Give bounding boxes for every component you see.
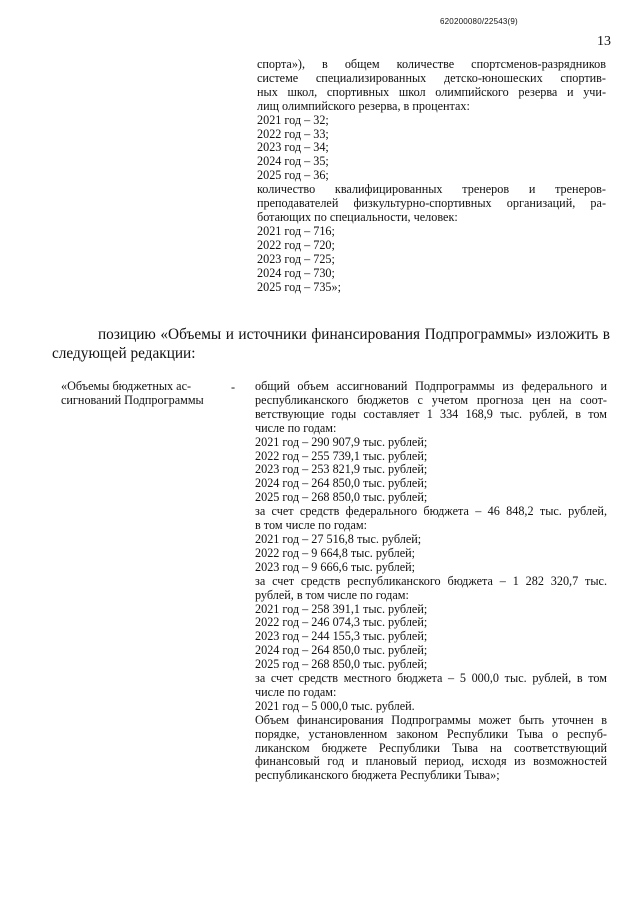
page-number: 13 xyxy=(597,34,611,49)
financing-line: числе по годам: xyxy=(255,684,337,699)
indicator-line: 2024 год – 35; xyxy=(257,154,329,169)
financing-line: ликанском бюджете Республики Тыва на соответствующий xyxy=(255,740,607,755)
financing-block xyxy=(255,380,607,783)
indicator-line: спорта»), в общем количестве спортсменов-разрядников xyxy=(257,57,606,71)
financing-line: финансовый год и плановый период, исходя из возможностей xyxy=(255,754,607,769)
financing-line: республиканского бюджетов с учетом прогноза цен на соот- xyxy=(255,392,607,407)
indicators-block xyxy=(257,58,606,294)
financing-line: числе по годам: xyxy=(255,420,337,435)
indicator-line: ных школ, спортивных школ олимпийского резерва и учи- xyxy=(257,84,606,99)
financing-line: 2024 год – 264 850,0 тыс. рублей; xyxy=(255,643,428,658)
indicator-line: 2021 год – 32; xyxy=(257,112,329,127)
indicator-line: 2024 год – 730; xyxy=(257,265,335,280)
financing-line: общий объем ассигнований Подпрограммы из федерального и xyxy=(255,379,607,393)
indicator-line: количество квалифицированных тренеров и тренеров- xyxy=(257,182,606,197)
indicator-line: 2022 год – 33; xyxy=(257,126,329,141)
financing-line: 2025 год – 268 850,0 тыс. рублей; xyxy=(255,657,428,672)
financing-line: за счет средств федерального бюджета – 46 848,2 тыс. рублей, xyxy=(255,504,607,519)
indicator-line: 2023 год – 725; xyxy=(257,251,335,266)
financing-line: 2023 год – 244 155,3 тыс. рублей; xyxy=(255,629,428,644)
indicator-line: 2025 год – 36; xyxy=(257,168,329,183)
indicator-line: ботающих по специальности, человек: xyxy=(257,209,458,224)
financing-line: 2022 год – 9 664,8 тыс. рублей; xyxy=(255,545,416,560)
financing-line: 2021 год – 258 391,1 тыс. рублей; xyxy=(255,601,428,616)
instruction-paragraph xyxy=(52,325,610,363)
financing-label-line-2: сигнований Подпрограммы xyxy=(61,392,204,407)
document-code: 620200080/22543(9) xyxy=(440,17,518,26)
indicator-line: 2023 год – 34; xyxy=(257,140,329,155)
indicator-line: преподавателей физкультурно-спортивных организаций, ра- xyxy=(257,196,606,211)
financing-line: 2021 год – 5 000,0 тыс. рублей. xyxy=(255,698,415,713)
paragraph-line-2: следующей редакции: xyxy=(52,345,196,362)
financing-line: 2022 год – 255 739,1 тыс. рублей; xyxy=(255,448,428,463)
financing-line: рублей, в том числе по годам: xyxy=(255,587,409,602)
indicator-line: 2021 год – 716; xyxy=(257,223,335,238)
financing-line: ветствующие годы составляет 1 334 168,9 тыс. рублей, в том xyxy=(255,406,607,421)
financing-line: порядке, установленном законом Республики Тыва о респуб- xyxy=(255,726,607,741)
financing-line: в том числе по годам: xyxy=(255,518,367,533)
financing-line: за счет средств местного бюджета – 5 000,0 тыс. рублей, в том xyxy=(255,671,607,686)
financing-label xyxy=(61,380,221,408)
indicator-line: 2022 год – 720; xyxy=(257,237,335,252)
financing-line: 2024 год – 264 850,0 тыс. рублей; xyxy=(255,476,428,491)
financing-line: 2021 год – 27 516,8 тыс. рублей; xyxy=(255,531,422,546)
paragraph-line-1: позицию «Объемы и источники финансирования Подпрограммы» изложить в xyxy=(98,326,610,343)
financing-line: 2021 год – 290 907,9 тыс. рублей; xyxy=(255,434,428,449)
financing-line: Объем финансирования Подпрограммы может быть уточнен в xyxy=(255,712,607,727)
indicator-line: лищ олимпийского резерва, в процентах: xyxy=(257,98,470,113)
financing-line: 2025 год – 268 850,0 тыс. рублей; xyxy=(255,490,428,505)
financing-line: за счет средств республиканского бюджета – 1 282 320,7 тыс. xyxy=(255,573,607,588)
label-dash: - xyxy=(231,380,236,394)
indicator-line: системе специализированных детско-юношеских спортив- xyxy=(257,70,606,85)
indicator-line: 2025 год – 735»; xyxy=(257,279,342,294)
financing-label-line-1: «Объемы бюджетных ас- xyxy=(61,379,192,393)
financing-line: 2023 год – 253 821,9 тыс. рублей; xyxy=(255,462,428,477)
financing-line: республиканского бюджета Республики Тыва»; xyxy=(255,768,500,783)
financing-line: 2022 год – 246 074,3 тыс. рублей; xyxy=(255,615,428,630)
financing-line: 2023 год – 9 666,6 тыс. рублей; xyxy=(255,559,416,574)
